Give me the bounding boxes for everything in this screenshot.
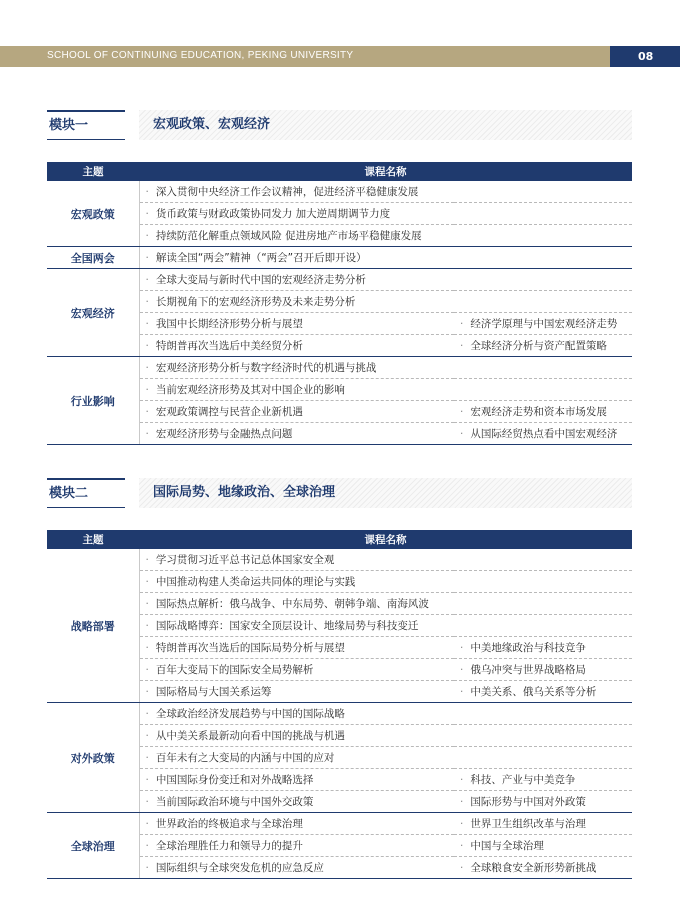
course-item: [139, 335, 454, 357]
course-name: 宏观经济走势和资本市场发展: [470, 406, 607, 418]
course-name: 从国际经贸热点看中国宏观经济: [470, 428, 618, 440]
table-row: [47, 181, 632, 203]
course-item: [139, 379, 632, 401]
bullet-marker: ·: [145, 598, 149, 610]
topic-cell: 行业影响: [47, 357, 139, 445]
bullet-marker: ·: [460, 340, 464, 352]
course-name: 宏观经济形势与金融热点问题: [155, 428, 293, 440]
bullet-marker: ·: [145, 274, 149, 286]
course-name: 俄乌冲突与世界战略格局: [470, 664, 586, 676]
bullet-marker: ·: [460, 818, 464, 830]
course-item: [139, 423, 454, 445]
topic-cell: 对外政策: [47, 703, 139, 813]
course-name: 全球经济分析与资产配置策略: [470, 340, 607, 352]
course-item: [139, 549, 632, 571]
course-item: [454, 813, 632, 835]
table-row: [47, 357, 632, 379]
bullet-marker: ·: [460, 796, 464, 808]
bullet-marker: ·: [145, 318, 149, 330]
course-name: 科技、产业与中美竞争: [470, 774, 576, 786]
course-name: 世界卫生组织改革与治理: [470, 818, 586, 830]
course-name: 中美地缘政治与科技竞争: [470, 642, 586, 654]
course-name: 宏观政策调控与民营企业新机遇: [155, 406, 303, 418]
bullet-marker: ·: [145, 230, 149, 242]
course-item: [454, 313, 632, 335]
module-one-table: [47, 162, 632, 445]
course-name: 经济学原理与中国宏观经济走势: [470, 318, 618, 330]
course-item: [454, 681, 632, 703]
bullet-marker: ·: [460, 840, 464, 852]
course-name: 百年未有之大变局的内涵与中国的应对: [155, 752, 335, 764]
course-item: [139, 203, 632, 225]
course-item: [454, 769, 632, 791]
table-row: [47, 813, 632, 835]
course-name: 特朗普再次当选后中美经贸分析: [155, 340, 303, 352]
course-item: [454, 637, 632, 659]
course-item: [139, 637, 454, 659]
module-one-label: 模块一: [47, 110, 125, 140]
course-item: [139, 681, 454, 703]
course-item: [139, 357, 632, 379]
module-one-title-band: [139, 110, 632, 140]
bullet-marker: ·: [145, 406, 149, 418]
course-name: 世界政治的终极追求与全球治理: [155, 818, 303, 830]
course-item: [139, 401, 454, 423]
table-row: [47, 549, 632, 571]
course-name: 从中美关系最新动向看中国的挑战与机遇: [155, 730, 345, 742]
topic-cell: 宏观经济: [47, 269, 139, 357]
course-item: [454, 791, 632, 813]
module-two-table: [47, 530, 632, 879]
bullet-marker: ·: [145, 796, 149, 808]
bullet-marker: ·: [145, 818, 149, 830]
course-header: 课程名称: [139, 162, 632, 181]
course-name: 货币政策与财政政策协同发力 加大逆周期调节力度: [155, 208, 391, 220]
course-name: 持续防范化解重点领域风险 促进房地产市场平稳健康发展: [155, 230, 422, 242]
topic-cell: 全球治理: [47, 813, 139, 879]
topic-cell: 全国两会: [47, 247, 139, 269]
course-name: 宏观经济形势分析与数字经济时代的机遇与挑战: [155, 362, 377, 374]
topic-cell: 战略部署: [47, 549, 139, 703]
course-name: 中国推动构建人类命运共同体的理论与实践: [155, 576, 356, 588]
course-name: 中国与全球治理: [470, 840, 544, 852]
course-item: [139, 225, 632, 247]
course-name: 长期视角下的宏观经济形势及未来走势分析: [155, 296, 356, 308]
course-item: [454, 659, 632, 681]
course-name: 国际格局与大国关系运筹: [155, 686, 272, 698]
course-name: 国际组织与全球突发危机的应急反应: [155, 862, 324, 874]
topic-cell: 宏观政策: [47, 181, 139, 247]
course-name: 全球治理胜任力和领导力的提升: [155, 840, 303, 852]
page-number-badge: [610, 46, 680, 67]
course-name: 全球大变局与新时代中国的宏观经济走势分析: [155, 274, 366, 286]
course-item: [139, 747, 632, 769]
course-item: [139, 181, 632, 203]
course-name: 当前宏观经济形势及其对中国企业的影响: [155, 384, 345, 396]
course-name: 国际战略博弈：国家安全顶层设计、地缘局势与科技变迁: [155, 620, 419, 632]
table-row: [47, 703, 632, 725]
topic-header: 主题: [47, 530, 139, 549]
bullet-marker: ·: [460, 664, 464, 676]
header-school-name: SCHOOL OF CONTINUING EDUCATION, PEKING UNIVERSITY: [47, 50, 354, 61]
course-name: 中国国际身份变迁和对外战略选择: [155, 774, 314, 786]
course-item: [139, 593, 632, 615]
course-item: [454, 423, 632, 445]
course-name: 解读全国“两会”精神（“两会”召开后即开设）: [155, 252, 367, 264]
bullet-marker: ·: [145, 664, 149, 676]
bullet-marker: ·: [145, 384, 149, 396]
course-item: [139, 791, 454, 813]
course-name: 当前国际政治环境与中国外交政策: [155, 796, 314, 808]
course-item: [139, 857, 454, 879]
bullet-marker: ·: [145, 840, 149, 852]
bullet-marker: ·: [145, 642, 149, 654]
course-item: [139, 571, 632, 593]
module-two-label: 模块二: [47, 478, 125, 508]
course-item: [139, 313, 454, 335]
course-name: 国际热点解析：俄乌战争、中东局势、朝韩争端、南海风波: [155, 598, 429, 610]
course-item: [139, 615, 632, 637]
bullet-marker: ·: [460, 406, 464, 418]
bullet-marker: ·: [145, 554, 149, 566]
bullet-marker: ·: [460, 774, 464, 786]
course-item: [454, 335, 632, 357]
bullet-marker: ·: [145, 362, 149, 374]
course-item: [139, 269, 632, 291]
bullet-marker: ·: [460, 642, 464, 654]
module-one-title: 宏观政策、宏观经济: [153, 117, 271, 132]
module-two-title-band: [139, 478, 632, 508]
bullet-marker: ·: [145, 428, 149, 440]
bullet-marker: ·: [145, 752, 149, 764]
bullet-marker: ·: [145, 186, 149, 198]
course-name: 我国中长期经济形势分析与展望: [155, 318, 303, 330]
course-item: [139, 813, 454, 835]
bullet-marker: ·: [145, 774, 149, 786]
bullet-marker: ·: [145, 576, 149, 588]
bullet-marker: ·: [460, 428, 464, 440]
bullet-marker: ·: [460, 686, 464, 698]
course-name: 全球政治经济发展趋势与中国的国际战略: [155, 708, 345, 720]
bullet-marker: ·: [145, 730, 149, 742]
course-item: [139, 291, 632, 313]
bullet-marker: ·: [145, 296, 149, 308]
course-item: [139, 247, 632, 269]
course-name: 学习贯彻习近平总书记总体国家安全观: [155, 554, 335, 566]
course-item: [454, 835, 632, 857]
module-two-title: 国际局势、地缘政治、全球治理: [153, 485, 336, 500]
bullet-marker: ·: [145, 708, 149, 720]
table-row: [47, 269, 632, 291]
page-number: 08: [638, 50, 654, 63]
bullet-marker: ·: [145, 340, 149, 352]
course-name: 特朗普再次当选后的国际局势分析与展望: [155, 642, 345, 654]
course-header: 课程名称: [139, 530, 632, 549]
table-row: [47, 247, 632, 269]
bullet-marker: ·: [145, 686, 149, 698]
bullet-marker: ·: [145, 252, 149, 264]
course-name: 全球粮食安全新形势新挑战: [470, 862, 597, 874]
bullet-marker: ·: [460, 318, 464, 330]
course-name: 百年大变局下的国际安全局势解析: [155, 664, 314, 676]
course-item: [139, 659, 454, 681]
course-item: [454, 401, 632, 423]
bullet-marker: ·: [145, 862, 149, 874]
course-name: 深入贯彻中央经济工作会议精神，促进经济平稳健康发展: [155, 186, 419, 198]
course-item: [139, 835, 454, 857]
bullet-marker: ·: [145, 620, 149, 632]
bullet-marker: ·: [145, 208, 149, 220]
course-name: 中美关系、俄乌关系等分析: [470, 686, 597, 698]
topic-header: 主题: [47, 162, 139, 181]
course-item: [139, 725, 632, 747]
course-item: [139, 703, 632, 725]
course-name: 国际形势与中国对外政策: [470, 796, 586, 808]
course-item: [139, 769, 454, 791]
course-item: [454, 857, 632, 879]
bullet-marker: ·: [460, 862, 464, 874]
